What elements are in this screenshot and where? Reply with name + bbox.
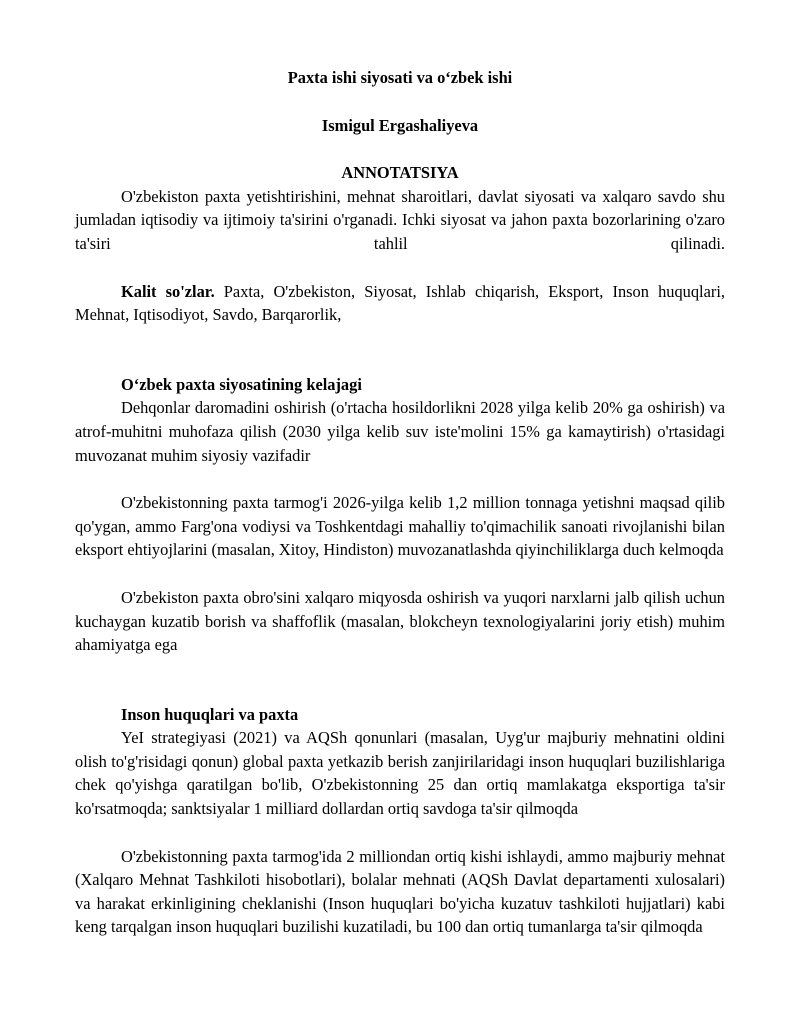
section1-paragraph: O'zbekistonning paxta tarmog'i 2026-yilga kelib 1,2 million tonnaga yetishni maqsad qilib qo'ygan, ammo Farg'ona vodiysi va Toshkentdagi mahalliy to'qimachilik sanoati rivojlanishi bilan eksport ehtiyojlarini (masalan, Xitoy, Hindiston) muvozanatlashda qiyinchiliklarga duch kelmoqda (75, 493, 725, 560)
section2-paragraph: YeI strategiyasi (2021) va AQSh qonunlari (masalan, Uyg'ur majburiy mehnatini oldini olish to'g'risidagi qonun) global paxta yetkazib berish zanjirilaridagi inson huquqlari buzilishlariga chek qo'yishga qaratilgan bo'lib, O'zbekistonning 25 dan ortiq mamlakatga eksportiga ta'sir ko'rsatmoqda; sanktsiyalar 1 milliard dollardan ortiq savdoga ta'sir qilmoqda (75, 728, 725, 819)
section1-paragraph: O'zbekiston paxta obro'sini xalqaro miqyosda oshirish va yuqori narxlarni jalb qilish uchun kuchaygan kuzatib borish va shaffoflik (masalan, blokcheyn texnologiyalarini joriy etish) muhim ahamiyatga ega (75, 587, 725, 655)
annotation-text: O'zbekiston paxta yetishtirishini, mehnat sharoitlari, davlat siyosati va xalqaro savdo shu jumladan iqtisodiy va ijtimoiy ta'sirini o'rganadi. Ichki siyosat va jahon paxta bozorlarining o'zaro ta'siri tahlil qilinadi. (75, 186, 725, 253)
author-name: Ismigul Ergashaliyeva (321, 115, 479, 135)
section-heading-cotton-policy: O‘zbek paxta siyosatining kelajagi (121, 374, 362, 394)
section-heading-human-rights: Inson huquqlari va paxta (121, 704, 299, 724)
section1-paragraph: Dehqonlar daromadini oshirish (o'rtacha hosildorlikni 2028 yilga kelib 20% ga oshirish) va atrof-muhitni muhofaza qilish (2030 yilga kelib suv iste'molini 15% ga kamaytirish) o'rtasidagi muvozanat muhim siyosiy vazifadir (75, 398, 725, 465)
spacer (75, 562, 725, 586)
spacer (75, 821, 725, 845)
keywords-text: Paxta, O'zbekiston, Siyosat, Ishlab chiqarish, Eksport, Inson huquqlari, Mehnat, Iqtisodiyot, Savdo, Barqarorlik, (75, 281, 725, 325)
spacer (75, 327, 725, 373)
spacer (75, 256, 725, 280)
spacer (75, 467, 725, 491)
document-page (75, 66, 725, 939)
keywords-paragraph (75, 280, 725, 327)
keywords-label: Kalit so'zlar. (121, 281, 215, 301)
annotation-heading: ANNOTATSIYA (341, 163, 459, 183)
document-title: Paxta ishi siyosati va o‘zbek ishi (287, 68, 513, 87)
section2-paragraph: O'zbekistonning paxta tarmog'ida 2 milliondan ortiq kishi ishlaydi, ammo majburiy mehnat (Xalqaro Mehnat Tashkiloti hisobotlari), bolalar mehnati (AQSh Davlat departamenti xulosalari) va harakat erkinligining cheklanishi (Inson huquqlari bo'yicha kuzatuv tashkiloti hujjatlari) kabi keng tarqalgan inson huquqlari buzilishi kuzatiladi, bu 100 dan ortiq tumanlarga ta'sir qilmoqda (75, 846, 725, 937)
spacer (75, 657, 725, 703)
